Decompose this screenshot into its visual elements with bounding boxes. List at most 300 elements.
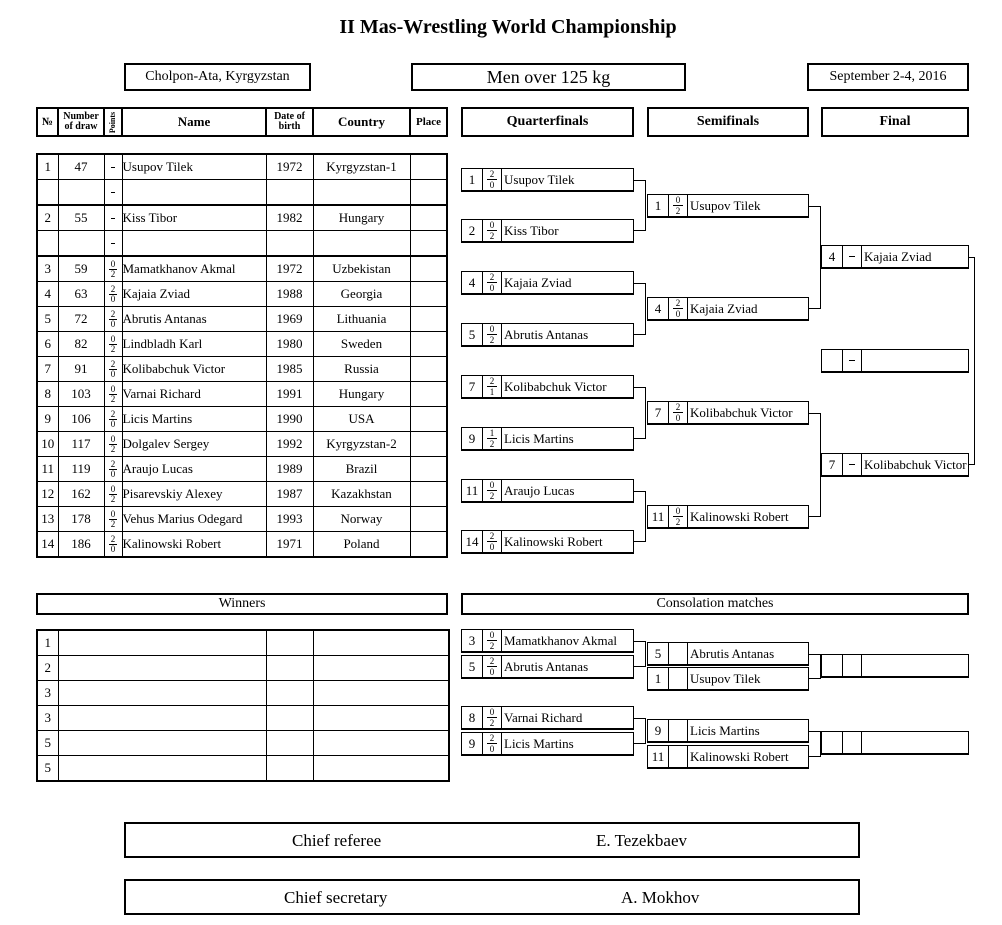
participant-place [410,332,447,357]
table-row [37,407,447,432]
participant-draw: 47 [58,154,104,180]
winner-place: 5 [37,731,58,756]
match-points [669,402,688,423]
points-top: 2 [673,298,684,309]
header-name [121,107,267,137]
participant-points [104,231,122,257]
competitor-name: Licis Martins [690,722,760,738]
participant-dob: 1988 [266,282,313,307]
points-bottom: 0 [110,368,116,379]
participant-dob: 1992 [266,432,313,457]
match-points [843,732,862,753]
consolation-winner-box [821,731,969,755]
participant-no: 12 [37,482,58,507]
participant-name: Kiss Tibor [122,205,266,231]
points-top [111,192,115,193]
participant-dob: 1993 [266,507,313,532]
header-points-label: Points [108,111,118,133]
participant-points [104,256,122,282]
points-bottom: 2 [110,393,116,404]
points-bottom: 2 [110,343,116,354]
participant-place [410,407,447,432]
participant-name: Kolibabchuk Victor [122,357,266,382]
participant-points [104,407,122,432]
points-top: 2 [487,272,498,283]
participant-no: 13 [37,507,58,532]
participant-place [410,432,447,457]
match-points [669,746,688,767]
winners-row [37,656,449,681]
participant-no: 2 [37,205,58,231]
participant-place [410,457,447,482]
competitor-name: Licis Martins [504,430,574,446]
participant-no: 14 [37,532,58,558]
winners-header-label: Winners [218,596,266,611]
participant-name: Usupov Tilek [122,154,266,180]
points-top [111,167,115,168]
points-bottom: 2 [110,518,116,529]
location-box [124,63,311,91]
points-bottom: 0 [675,309,681,319]
chief-secretary-name: A. Mokhov [621,888,700,907]
header-name-label: Name [177,114,211,129]
participant-place [410,154,447,180]
competitor-name: Kiss Tibor [504,222,559,238]
match-points [483,220,502,241]
winner-cell [58,630,266,656]
competitor-name: Kajaia Zviad [864,248,932,264]
participant-name [122,231,266,257]
participant-draw: 91 [58,357,104,382]
match-number: 1 [648,668,669,689]
points-top: 0 [487,324,498,335]
table-row [37,180,447,206]
winner-cell [58,656,266,681]
match-points [669,668,688,689]
points-bottom: 0 [110,293,116,304]
dates-box [807,63,969,91]
winners-table [36,629,450,782]
match-number: 8 [462,707,483,728]
points-top: 2 [487,169,498,180]
participant-place [410,507,447,532]
semifinals-label: Semifinals [696,114,760,129]
competitor-name: Varnai Richard [504,709,583,725]
participant-points [104,180,122,206]
match-points [483,733,502,754]
participant-no: 11 [37,457,58,482]
table-row [37,507,447,532]
participant-points [104,282,122,307]
match-points [669,195,688,216]
points-top: 0 [110,333,116,344]
points-top: 0 [110,508,116,519]
participant-points [104,332,122,357]
points-bottom: 2 [110,268,116,279]
competitor-name: Kalinowski Robert [690,748,789,764]
points-top: 0 [487,480,498,491]
participant-country: Kyrgyzstan-1 [313,154,410,180]
chief-referee-name: E. Tezekbaev [596,831,688,850]
quarterfinal-entry [461,479,634,503]
participant-draw: 119 [58,457,104,482]
participant-draw: 117 [58,432,104,457]
match-number: 11 [648,746,669,767]
participant-place [410,282,447,307]
participant-dob: 1991 [266,382,313,407]
participant-draw: 82 [58,332,104,357]
consolation-header-label: Consolation matches [656,596,774,611]
points-top [849,464,855,465]
participant-no: 6 [37,332,58,357]
semifinal-entry [647,401,809,425]
participant-place [410,382,447,407]
match-number: 5 [648,643,669,664]
points-top: 2 [110,533,116,544]
participant-no: 3 [37,256,58,282]
participant-points [104,154,122,180]
participant-country: Uzbekistan [313,256,410,282]
winner-cell [58,731,266,756]
match-points [669,720,688,741]
category-box [411,63,686,91]
points-top: 0 [110,383,116,394]
table-row [37,231,447,257]
match-number: 11 [462,480,483,501]
table-row [37,482,447,507]
points-top: 0 [673,195,684,206]
points-bottom: 0 [489,283,495,293]
participant-country: Lithuania [313,307,410,332]
match-number: 4 [822,246,843,267]
table-row [37,332,447,357]
participant-points [104,532,122,558]
winner-cell [266,706,313,731]
participant-country: Kyrgyzstan-2 [313,432,410,457]
participant-dob: 1980 [266,332,313,357]
match-points [669,298,688,319]
participant-country: Hungary [313,382,410,407]
participant-draw: 162 [58,482,104,507]
match-points [483,376,502,397]
participant-draw: 103 [58,382,104,407]
table-row [37,357,447,382]
points-top [849,360,855,361]
competitor-name: Kolibabchuk Victor [504,378,607,394]
participant-dob: 1982 [266,205,313,231]
header-quarterfinals [461,107,634,137]
participant-dob: 1989 [266,457,313,482]
bracket-connector [634,491,646,542]
participant-country: Hungary [313,205,410,231]
consolation-header [461,593,969,615]
match-points [483,480,502,501]
points-bottom: 2 [489,491,495,501]
competitor-name: Usupov Tilek [504,171,575,187]
consolation-winner-box [821,654,969,678]
winner-place: 3 [37,706,58,731]
participant-dob: 1969 [266,307,313,332]
winner-cell [266,681,313,706]
table-row [37,205,447,231]
points-bottom: 0 [489,180,495,190]
participant-place [410,357,447,382]
participant-country: Kazakhstan [313,482,410,507]
quarterfinal-entry [461,375,634,399]
participant-country [313,231,410,257]
competitor-name: Usupov Tilek [690,670,761,686]
points-top: 2 [673,402,684,413]
participant-dob: 1972 [266,154,313,180]
match-points [483,531,502,552]
match-points [669,643,688,664]
participant-dob: 1987 [266,482,313,507]
bracket-connector [809,206,821,309]
winner-place: 2 [37,656,58,681]
competitor-name: Kajaia Zviad [690,300,758,316]
table-row [37,256,447,282]
points-bottom: 0 [110,318,116,329]
match-number: 1 [462,169,483,190]
winner-cell [266,731,313,756]
participant-no: 1 [37,154,58,180]
points-top [849,256,855,257]
winner-cell [266,756,313,782]
table-row [37,154,447,180]
participant-draw: 72 [58,307,104,332]
match-number: 14 [462,531,483,552]
participant-no [37,180,58,206]
participant-points [104,457,122,482]
header-final [821,107,969,137]
winner-cell [313,656,449,681]
page-title: II Mas-Wrestling World Championship [339,16,677,38]
winner-cell [313,756,449,782]
participant-place [410,256,447,282]
match-points [483,630,502,651]
competitor-name: Abrutis Antanas [504,658,589,674]
competitor-name: Licis Martins [504,735,574,751]
participant-country: Georgia [313,282,410,307]
header-no-label: № [41,116,54,128]
match-number [822,350,843,371]
winners-row [37,706,449,731]
competitor-name: Araujo Lucas [504,482,575,498]
consolation-r2-entry [647,719,809,743]
competitor-name: Kolibabchuk Victor [864,456,967,472]
points-top: 0 [110,433,116,444]
semifinal-entry [647,194,809,218]
match-number [822,655,843,676]
points-bottom: 2 [675,517,681,527]
points-bottom: 0 [489,667,495,677]
points-top: 2 [487,656,498,667]
chief-referee-box [124,822,860,858]
points-top: 0 [110,258,116,269]
participant-dob: 1990 [266,407,313,432]
consolation-entry [461,655,634,679]
table-row [37,432,447,457]
match-points [483,428,502,449]
bracket-connector [634,283,646,335]
match-points [483,272,502,293]
participant-country: USA [313,407,410,432]
consolation-r2-entry [647,745,809,769]
consolation-entry [461,706,634,730]
quarterfinal-entry [461,219,634,243]
participant-place [410,482,447,507]
winners-row [37,681,449,706]
participant-name [122,180,266,206]
bracket-connector [634,641,646,667]
table-row [37,307,447,332]
participant-name: Kajaia Zviad [122,282,266,307]
consolation-r2-entry [647,642,809,666]
participant-draw [58,180,104,206]
category-text: Men over 125 kg [486,66,611,87]
location-text: Cholpon-Ata, Kyrgyzstan [145,69,290,84]
consolation-entry [461,732,634,756]
match-points [483,707,502,728]
participant-dob [266,180,313,206]
participant-draw: 59 [58,256,104,282]
participants-table [36,153,448,558]
header-country-label: Country [338,114,385,129]
header-no [36,107,59,137]
consolation-r2-entry [647,667,809,691]
bracket-connector [634,387,646,439]
match-points [843,246,862,267]
participant-no [37,231,58,257]
winners-row [37,731,449,756]
participant-name: Araujo Lucas [122,457,266,482]
match-number: 9 [648,720,669,741]
quarterfinal-entry [461,168,634,192]
participant-name: Vehus Marius Odegard [122,507,266,532]
quarterfinal-entry [461,427,634,451]
participant-country: Brazil [313,457,410,482]
participant-country: Sweden [313,332,410,357]
points-top: 2 [487,376,498,387]
match-number: 4 [462,272,483,293]
points-top: 0 [110,483,116,494]
match-number: 4 [648,298,669,319]
match-number: 1 [648,195,669,216]
points-top: 0 [673,506,684,517]
winner-cell [58,756,266,782]
match-number: 2 [462,220,483,241]
table-row [37,457,447,482]
participant-no: 8 [37,382,58,407]
header-points [103,107,123,137]
winner-cell [266,630,313,656]
winner-cell [313,731,449,756]
participant-draw: 178 [58,507,104,532]
points-bottom: 0 [110,468,116,479]
points-bottom: 0 [489,542,495,552]
winner-place: 3 [37,681,58,706]
winner-place: 5 [37,756,58,782]
match-number: 3 [462,630,483,651]
competitor-name: Mamatkhanov Akmal [504,632,618,648]
header-place-label: Place [415,116,442,128]
quarterfinal-entry [461,271,634,295]
final-entry [821,349,969,373]
bracket-connector [809,654,821,679]
header-country [312,107,411,137]
points-bottom: 2 [110,493,116,504]
points-bottom: 0 [675,413,681,423]
match-points [843,655,862,676]
points-top [111,218,115,219]
table-header [36,107,448,137]
competitor-name: Kolibabchuk Victor [690,404,793,420]
participant-dob [266,231,313,257]
quarterfinal-entry [461,323,634,347]
points-bottom: 0 [110,418,116,429]
participant-name: Licis Martins [122,407,266,432]
winner-cell [58,706,266,731]
points-bottom: 0 [110,543,116,554]
points-top [111,243,115,244]
semifinal-entry [647,505,809,529]
participant-points [104,482,122,507]
points-top: 2 [487,733,498,744]
header-draw-label: Number of draw [63,111,99,132]
winner-cell [313,706,449,731]
winner-cell [313,681,449,706]
final-entry [821,245,969,269]
quarterfinal-entry [461,530,634,554]
match-points [843,350,862,371]
dates-text: September 2-4, 2016 [829,69,947,84]
quarterfinals-label: Quarterfinals [506,114,589,129]
points-bottom: 2 [489,231,495,241]
participant-draw [58,231,104,257]
competitor-name: Abrutis Antanas [690,645,775,661]
points-top: 1 [487,428,498,439]
participant-no: 10 [37,432,58,457]
participant-name: Pisarevskiy Alexey [122,482,266,507]
table-row [37,282,447,307]
points-bottom: 0 [489,744,495,754]
competitor-name: Usupov Tilek [690,197,761,213]
points-top: 2 [110,283,116,294]
chief-referee-role: Chief referee [292,831,382,850]
match-number [822,732,843,753]
participant-name: Abrutis Antanas [122,307,266,332]
participant-dob: 1985 [266,357,313,382]
points-bottom: 2 [489,335,495,345]
participant-no: 9 [37,407,58,432]
participant-points [104,432,122,457]
participant-points [104,382,122,407]
winner-cell [266,656,313,681]
participant-points [104,507,122,532]
header-dob [265,107,314,137]
final-entry [821,453,969,477]
participant-no: 4 [37,282,58,307]
points-top: 2 [110,358,116,369]
consolation-entry [461,629,634,653]
competitor-name: Abrutis Antanas [504,326,589,342]
participant-country [313,180,410,206]
participant-no: 7 [37,357,58,382]
participant-draw: 106 [58,407,104,432]
bracket-connector [969,257,975,465]
match-points [483,324,502,345]
match-number: 5 [462,656,483,677]
